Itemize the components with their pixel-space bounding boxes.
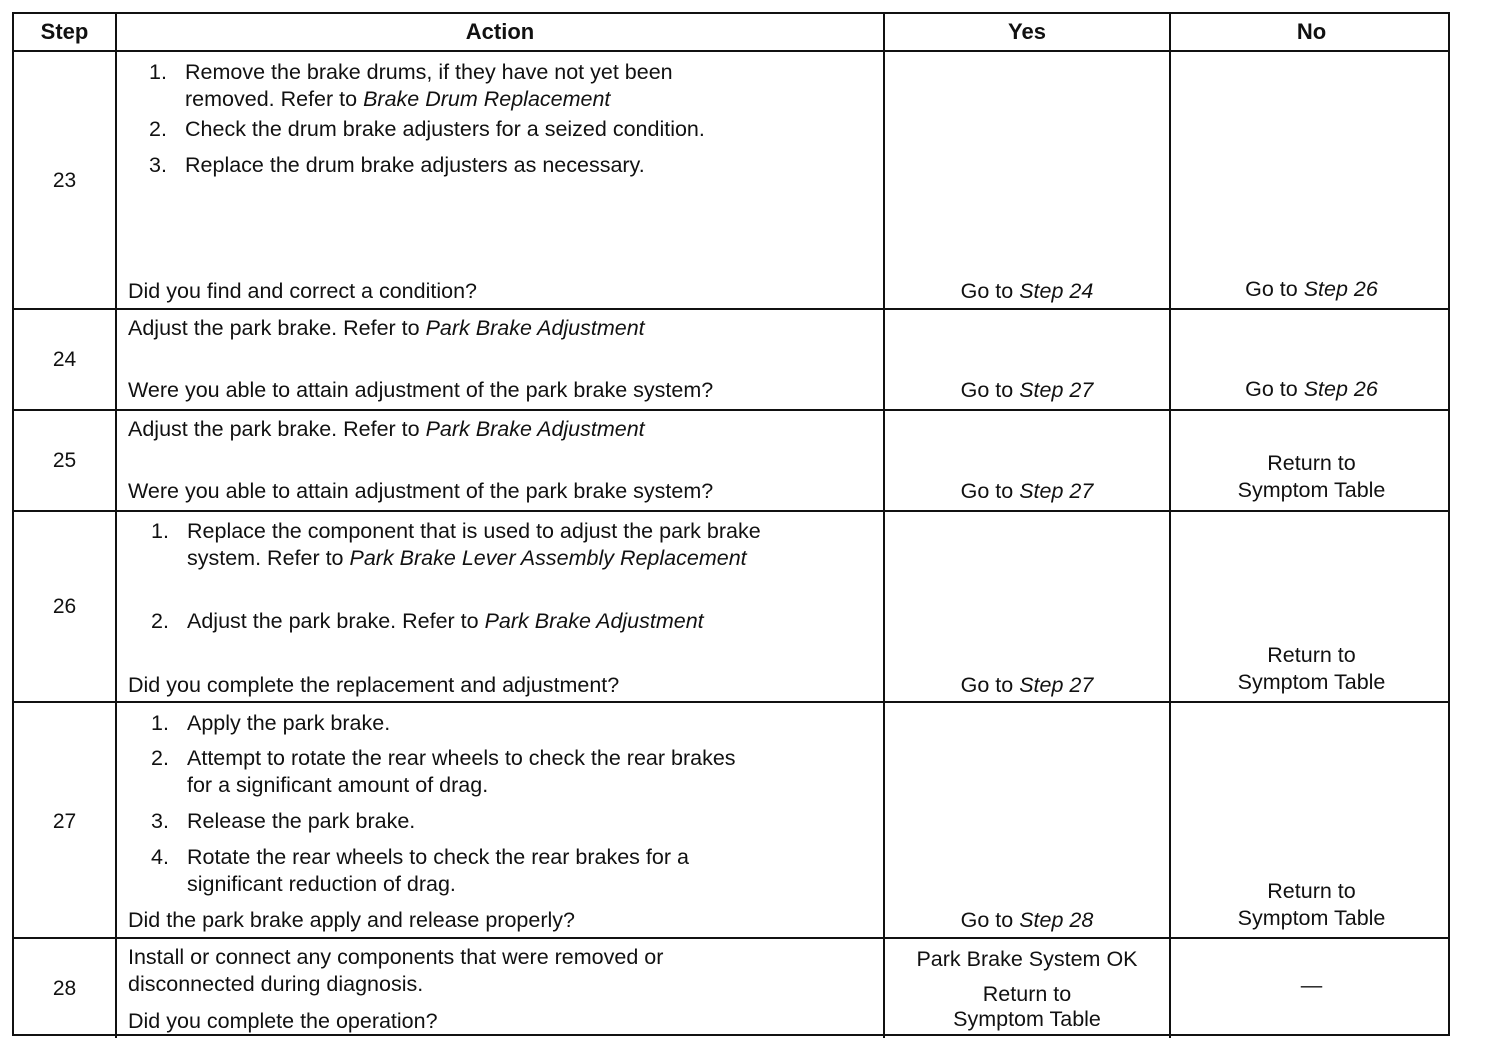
reference-link: Park Brake Adjustment	[425, 417, 645, 441]
no-cell: Return to Symptom Table	[1237, 879, 1386, 930]
yes-cell: Go to Step 24	[885, 52, 1171, 308]
table-row-step-26	[14, 512, 1448, 703]
header-yes: Yes	[885, 14, 1171, 50]
diagnostic-table	[12, 12, 1450, 1036]
action-cell: 1. Apply the park brake. 2. Attempt to rotate the rear wheels to check the rear brakes for a significant amount of drag. 3. Release the park brake. 4. Rotate the rear wheels to check the rear brakes for a significant reduction of drag. Did the park brake apply and release properly?	[117, 703, 885, 937]
step-number: 24	[52, 348, 77, 371]
action-cell: Adjust the park brake. Refer to Park Brake Adjustment Were you able to attain adjustment of the park brake system?	[117, 411, 885, 510]
reference-link: Park Brake Adjustment	[484, 609, 704, 633]
table-row-step-23	[14, 52, 1448, 310]
yes-status: Park Brake System OK	[916, 947, 1138, 971]
action-question: Did the park brake apply and release properly?	[128, 908, 575, 932]
action-cell: 1. Replace the component that is used to adjust the park brake system. Refer to Park Brake Lever Assembly Replacement 2. Adjust the park brake. Refer to Park Brake Adjustment Did you complete the replacement and adjustment?	[117, 512, 885, 701]
header-step: Step	[14, 14, 117, 50]
no-cell	[1171, 939, 1452, 1038]
action-item: Replace the drum brake adjusters as necessary.	[185, 153, 645, 177]
action-item: Check the drum brake adjusters for a seized condition.	[185, 117, 705, 141]
step-number: 25	[52, 449, 77, 472]
yes-cell: Go to Step 27	[885, 512, 1171, 701]
reference-link: Park Brake Lever Assembly Replacement	[349, 546, 747, 570]
no-cell: Return to Symptom Table	[1237, 451, 1386, 502]
no-cell: Go to Step 26	[1245, 277, 1378, 301]
header-no: No	[1296, 19, 1327, 44]
reference-link: Park Brake Adjustment	[425, 316, 645, 340]
action-question: Were you able to attain adjustment of the park brake system?	[128, 479, 714, 503]
table-header-row	[14, 14, 1448, 52]
step-number: 27	[52, 810, 77, 833]
yes-cell: Park Brake System OK Return to Symptom Table	[885, 939, 1171, 1038]
action-item: Adjust the park brake. Refer to Park Brake Adjustment	[187, 609, 704, 633]
action-item: Apply the park brake.	[187, 711, 391, 735]
step-number: 23	[52, 169, 77, 192]
table-row-step-27	[14, 703, 1448, 939]
header-action: Action	[117, 14, 885, 50]
yes-cell: Go to Step 27	[885, 411, 1171, 510]
reference-link: Brake Drum Replacement	[363, 87, 611, 111]
action-item: Remove the brake drums, if they have not yet been	[185, 60, 673, 84]
table-row-step-24	[14, 310, 1448, 411]
action-item: Rotate the rear wheels to check the rear brakes for a	[187, 845, 689, 869]
action-cell: 1. Remove the brake drums, if they have not yet been removed. Refer to Brake Drum Replacement 2. Check the drum brake adjusters for a seized condition. 3. Replace the drum brake adjusters as necessary. Did you find and correct a condition?	[117, 52, 885, 308]
yes-cell: Go to Step 28	[885, 703, 1171, 937]
step-number: 26	[52, 595, 77, 618]
no-cell: Return to Symptom Table	[1237, 643, 1386, 694]
action-question: Were you able to attain adjustment of the park brake system?	[128, 378, 714, 402]
action-question: Did you find and correct a condition?	[128, 279, 477, 303]
action-item: Replace the component that is used to adjust the park brake	[187, 519, 761, 543]
action-cell: Adjust the park brake. Refer to Park Brake Adjustment Were you able to attain adjustment of the park brake system?	[117, 310, 885, 409]
action-question: Did you complete the replacement and adjustment?	[128, 673, 620, 697]
no-cell: Go to Step 26	[1245, 377, 1378, 401]
no-dash: —	[1300, 973, 1323, 997]
table-row-step-25	[14, 411, 1448, 512]
action-item: Release the park brake.	[187, 809, 416, 833]
action-cell: Install or connect any components that were removed or disconnected during diagnosis. Did you complete the operation?	[117, 939, 885, 1038]
action-question: Did you complete the operation?	[128, 1009, 438, 1033]
yes-cell: Go to Step 27	[885, 310, 1171, 409]
step-number: 28	[52, 977, 77, 1000]
action-item: Attempt to rotate the rear wheels to check the rear brakes	[187, 746, 736, 770]
table-row-step-28	[14, 939, 1448, 1038]
